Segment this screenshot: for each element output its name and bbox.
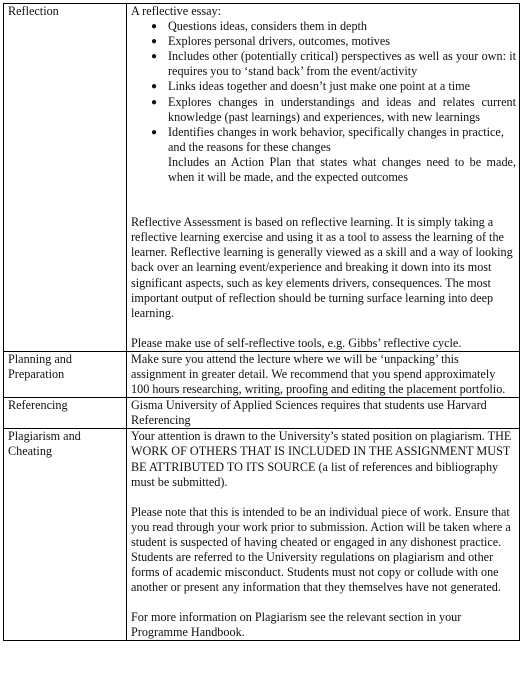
list-item: ● Identifies changes in work behavior, specifically changes in practice, and the reasons for these changes	[151, 124, 504, 154]
bullet-dot-icon: ●	[151, 81, 158, 93]
list-item: ● Explores changes in understandings and ideas and relates current knowledge (past learnings) and experiences, with new learnings	[151, 94, 516, 124]
row-label-cell	[4, 351, 127, 397]
row-label-plagiarism: Plagiarism and Cheating	[8, 429, 81, 459]
bullet-dot-icon: ●	[151, 126, 158, 138]
row-label-cell	[4, 398, 127, 429]
bullet-dot-icon: ●	[151, 21, 158, 33]
planning-text: Make sure you attend the lecture where we will be ‘unpacking’ this assignment in greater detail. We recommend that you spend approximately 100 hours researching, writing, proofing and editing the placement portfolio.	[131, 351, 506, 397]
bullet-dot-icon: ●	[151, 96, 158, 108]
row-content-cell	[127, 429, 520, 641]
table-row-referencing	[4, 398, 520, 429]
bullet-dot-icon: ●	[151, 51, 158, 63]
row-content-cell	[127, 351, 520, 397]
plagiarism-attention-paragraph: Your attention is drawn to the University’s stated position on plagiarism. THE WORK OF OTHERS THAT IS INCLUDED IN THE ASSIGNMENT MUST BE ATTRIBUTED TO ITS SOURCE (a list of references and bibliography must be submitted).	[131, 429, 512, 489]
row-content-cell	[127, 398, 520, 429]
row-label-cell	[4, 429, 127, 641]
reflective-tools-note: Please make use of self-reflective tools, e.g. Gibbs’ reflective cycle.	[131, 335, 462, 350]
action-plan-text: Includes an Action Plan that states what changes need to be made, when it will be made, and the expected outcomes	[168, 154, 516, 185]
row-label-reflection: Reflection	[8, 4, 59, 18]
table-row-reflection	[4, 4, 520, 352]
assessment-guidance-table	[3, 3, 520, 641]
list-item: ● Questions ideas, considers them in depth	[151, 19, 368, 34]
list-item: ● Explores personal drivers, outcomes, motives	[151, 34, 391, 49]
individual-work-paragraph: Please note that this is intended to be an individual piece of work. Ensure that you read through your work prior to submission. Action will be taken where a student is suspected of having cheated or engaged in any dishonest practice. Students are referred to the University regulations on plagiarism and other forms of academic misconduct. Students must not copy or collude with one another or present any information that they themselves have not generated.	[131, 504, 511, 595]
row-label-cell	[4, 4, 127, 352]
table-row-planning	[4, 351, 520, 397]
row-label-planning: Planning and Preparation	[8, 351, 72, 381]
reflective-assessment-paragraph: Reflective Assessment is based on reflective learning. It is simply taking a reflective learning exercise and using it as a tool to assess the learning of the learner. Reflective learning is generally viewed as a skill and a way of looking back over an learning event/experience and breaking it down into its most significant aspects, such as key elements drivers, consequences. The most important output of reflection should be turning surface learning into deep learning.	[131, 215, 513, 320]
row-label-referencing: Referencing	[8, 398, 68, 413]
referencing-text: Gisma University of Applied Sciences requires that students use Harvard Referencing	[131, 398, 487, 428]
reflective-essay-criteria-list	[131, 19, 516, 155]
list-item: ● Includes other (potentially critical) perspectives as well as your own: it requires you to ‘stand back’ from the event/activity	[151, 49, 516, 79]
table-row-plagiarism	[4, 429, 520, 641]
reflective-essay-intro: A reflective essay:	[131, 4, 222, 18]
bullet-dot-icon: ●	[151, 36, 158, 48]
plagiarism-more-info: For more information on Plagiarism see the relevant section in your Programme Handbook.	[131, 610, 462, 640]
row-content-cell	[127, 4, 520, 352]
list-item: ● Links ideas together and doesn’t just make one point at a time	[151, 79, 471, 94]
